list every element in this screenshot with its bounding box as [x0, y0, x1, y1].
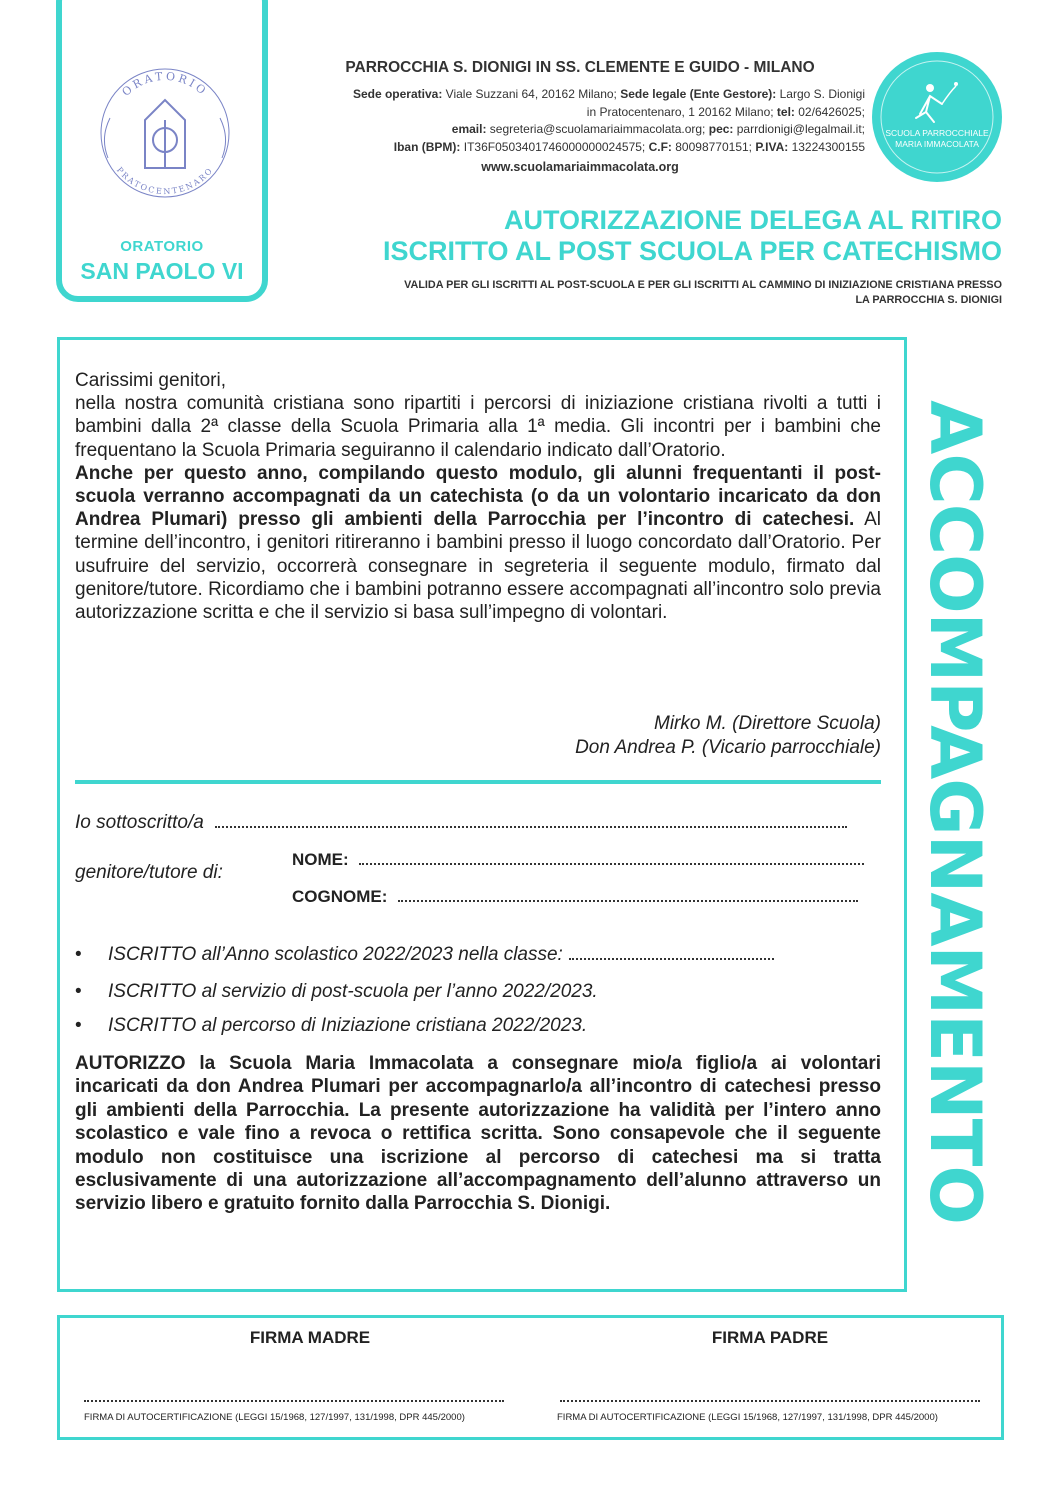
title-line: AUTORIZZAZIONE DELEGA AL RITIRO [504, 205, 1002, 235]
svg-text:ORATORIO [120, 70, 211, 99]
letter-bold-text: Anche per questo anno, compilando questo modulo, gli alunni frequentanti il post-scuola verranno accompagnati da un catechista (o da un volontario incaricato da don Andrea Plumari) presso gli ambienti della Parrocchia per l’incontro di catechesi. [75, 462, 881, 531]
contact-label: pec: [708, 122, 734, 136]
bullet-icon: • [75, 981, 82, 1002]
contact-text: parrdionigi@legalmail.it; [733, 122, 865, 136]
contact-text: IT36F0503401746000000024575; [460, 139, 649, 154]
subtitle-line: LA PARROCCHIA S. DIONIGI [855, 294, 1002, 306]
contact-text: 13224300155 [788, 139, 865, 154]
contact-text: Viale Suzzani 64, 20162 Milano; [442, 87, 621, 101]
enrolment-item [75, 1015, 881, 1041]
undersigned-label: Io sottoscritto/a [75, 812, 204, 833]
enrolment-text: ISCRITTO al percorso di Iniziazione cristiana 2022/2023. [108, 1015, 588, 1036]
oratorio-name: SAN PAOLO VI [80, 258, 244, 284]
nome-row [292, 850, 864, 870]
contact-text: 80098770151; [671, 139, 756, 154]
mother-signature-note: FIRMA DI AUTOCERTIFICAZIONE (LEGGI 15/1968, 127/1997, 131/1998, DPR 445/2000) [84, 1412, 465, 1423]
document-title [290, 205, 1002, 267]
divider [75, 780, 881, 784]
contact-label: Sede operativa: [352, 87, 443, 101]
mother-signature-label: FIRMA MADRE [249, 1328, 371, 1347]
undersigned-field[interactable] [215, 824, 847, 828]
signoff-director: Mirko M. (Direttore Scuola) [654, 713, 881, 734]
class-field[interactable] [569, 956, 774, 960]
enrolment-text: ISCRITTO al servizio di post-scuola per l’anno 2022/2023. [108, 981, 598, 1002]
subtitle-line: VALIDA PER GLI ISCRITTI AL POST-SCUOLA E PER GLI ISCRITTI AL CAMMINO DI INIZIAZIONE CRISTIANA PRESSO [404, 279, 1002, 291]
cognome-label: COGNOME: [292, 887, 388, 906]
mother-signature-field[interactable] [84, 1398, 504, 1402]
cognome-field[interactable] [398, 898, 858, 902]
bullet-icon: • [75, 1015, 82, 1036]
contact-text: Largo S. Dionigi [776, 87, 865, 101]
signature-box [57, 1315, 1004, 1440]
contact-line [282, 121, 865, 139]
undersigned-row [75, 812, 881, 834]
letter-text: Al termine dell’incontro, i genitori ritireranno i bambini presso il luogo concordato dall’Oratorio. Per usufruire del servizio, occorrerà consegnare in segreteria il seguente modulo, firmato dal genitore/tutore. Ricordiamo che i bambini potranno essere accompagnati all’incontro solo previa autorizzazione scritta e che il servizio si basa sull’impegno di volontari. [75, 509, 881, 624]
logo-ring-bottom: PRATOCENTENARO [114, 165, 216, 197]
contact-label: tel: [776, 104, 795, 119]
father-signature-note: FIRMA DI AUTOCERTIFICAZIONE (LEGGI 15/1968, 127/1997, 131/1998, DPR 445/2000) [557, 1412, 938, 1423]
bullet-icon: • [75, 944, 82, 965]
contact-line [282, 104, 865, 122]
school-logo-figure-icon [872, 52, 1002, 182]
oratorio-box [56, 0, 268, 302]
letter-paragraph [75, 462, 881, 624]
contact-text: 02/6426025; [794, 104, 865, 119]
contact-line [282, 86, 865, 104]
logo-ring-top: ORATORIO [119, 69, 211, 99]
enrolment-item [75, 944, 881, 970]
contact-line [282, 139, 865, 157]
website-link[interactable]: www.scuolamariaimmacolata.org [481, 160, 679, 174]
contact-label: email: [451, 122, 487, 136]
authorization-text: AUTORIZZO la Scuola Maria Immacolata a consegnare mio/a figlio/a ai volontari incaricati da don Andrea Plumari per accompagnarlo/a all’incontro di catechesi presso gli ambienti della Parrocchia. La presente autorizzazione ha validità per l’intero anno scolastico e vale fino a revoca o rettifica scritta. Sono consapevole che il seguente modulo non costituisce una iscrizione al percorso di catechesi ma si tratta esclusivamente di una autorizzazione all’accompagnamento dell’alunno attraverso un servizio libero e gratuito fornito dalla Parrocchia S. Dionigi. [75, 1053, 881, 1215]
contact-label: P.IVA: [755, 139, 789, 154]
nome-label: NOME: [292, 850, 349, 869]
letter-greeting: Carissimi genitori, [75, 370, 226, 391]
contact-block [282, 86, 865, 156]
enrolment-item [75, 981, 881, 1007]
oratorio-logo [90, 58, 240, 208]
school-logo-line: MARIA IMMACOLATA [895, 139, 979, 149]
school-logo-line: SCUOLA PARROCCHIALE [885, 128, 989, 138]
letter-signoff [400, 712, 881, 760]
father-signature-label: FIRMA PADRE [711, 1328, 829, 1347]
nome-field[interactable] [359, 861, 864, 865]
title-line: ISCRITTO AL POST SCUOLA PER CATECHISMO [382, 236, 1002, 266]
enrolment-label: ISCRITTO all’Anno scolastico 2022/2023 nella classe: [108, 944, 563, 965]
oratorio-label: ORATORIO [120, 238, 204, 255]
school-logo-text [872, 128, 1002, 150]
letter-body [75, 369, 881, 624]
svg-text:PRATOCENTENARO [115, 165, 215, 196]
cognome-row [292, 887, 858, 907]
school-logo [872, 52, 1002, 182]
father-signature-field[interactable] [560, 1398, 980, 1402]
contact-text: in Pratocentenaro, 1 20162 Milano; [586, 104, 777, 119]
enrolment-text [108, 944, 774, 966]
parent-of-label: genitore/tutore di: [75, 862, 223, 883]
signoff-vicar: Don Andrea P. (Vicario parrocchiale) [575, 737, 881, 758]
document-subtitle [282, 278, 1002, 308]
contact-label: C.F: [648, 139, 672, 154]
contact-label: Sede legale (Ente Gestore): [620, 87, 777, 101]
contact-label: Iban (BPM): [393, 139, 461, 154]
parish-title: PARROCCHIA S. DIONIGI IN SS. CLEMENTE E GUIDO - MILANO [345, 59, 815, 76]
letter-paragraph: nella nostra comunità cristiana sono ripartiti i percorsi di iniziazione cristiana rivolti a tutti i bambini dalla 2ª classe della Scuola Primaria alla 1ª media. Gli incontri per i bambini che frequentano la Scuola Primaria seguiranno il calendario indicato dall’Oratorio. [75, 393, 881, 461]
vertical-label-text: ACCOMPAGNAMENTO [914, 400, 996, 1224]
contact-text: segreteria@scuolamariaimmacolata.org; [486, 122, 709, 136]
